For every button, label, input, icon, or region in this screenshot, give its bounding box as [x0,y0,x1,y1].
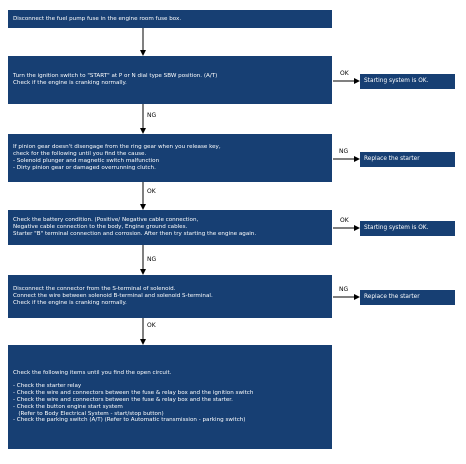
ok-label-1: OK [340,70,349,77]
result-3-text: Starting system is OK. [364,225,429,231]
step-4-line: Starter "B" terminal connection and corrosion. After then try starting the engine again. [13,230,257,237]
step-1-line: Disconnect the fuel pump fuse in the engine room fuse box. [13,15,182,22]
step-box-5 [8,275,332,318]
result-box-4 [360,290,455,305]
result-4-text: Replace the starter [364,294,420,300]
step-6-line: - Check the button engine start system [13,403,123,410]
step-3-line: If pinion gear doesn't disengage from the ring gear when you release key, [13,144,221,151]
step-2-line: Check if the engine is cranking normally. [13,80,127,86]
step-4-line: Check the battery condition. (Positive/ Negative cable connection, [13,217,199,224]
step-3-line: - Dirty pinion gear or damaged overrunning clutch. [13,164,156,171]
step-6-line: - Check the wire and connectors between the fuse & relay box and the starter. [13,397,233,403]
result-box-3 [360,221,455,236]
ng-label-4: NG [339,286,349,293]
step-6-line [13,377,327,384]
step-3-line: - Solenoid plunger and magnetic switch malfunction [13,158,160,164]
step-5-line: Disconnect the connector from the S-terminal of solenoid. [13,286,176,293]
step-3-line: check for the following until you find the cause. [13,151,147,158]
ng-label-1: NG [147,112,157,119]
ok-label-4: OK [147,322,156,329]
step-box-1 [8,10,332,28]
result-box-2 [360,152,455,167]
step-5-line: Connect the wire between solenoid B-terminal and solenoid S-terminal. [13,293,213,300]
step-6-line: (Refer to Body Electrical System - start/stop button) [13,410,164,417]
result-2-text: Replace the starter [364,156,420,162]
step-2-line: Turn the ignition switch to "START" at P or N dial type SBW position. (A/T) [13,73,218,80]
step-4-line: Negative cable connection to the body, Engine ground cables. [13,224,188,231]
step-box-2 [8,56,332,104]
ok-label-2: OK [147,188,156,195]
step-5-line: Check if the engine is cranking normally. [13,299,127,306]
step-6-line: - Check the starter relay [13,383,82,390]
step-6-line: - Check the wire and connectors between the fuse & relay box and the ignition switch [13,390,254,397]
step-6-line: - Check the parking switch (A/T) (Refer to Automatic transmission - parking switch) [13,417,246,424]
ng-label-2: NG [339,148,349,155]
ng-label-3: NG [147,256,157,263]
result-1-text: Starting system is OK. [364,78,429,84]
step-6-line: Check the following items until you find the open circuit. [13,369,172,376]
step-box-3 [8,134,332,182]
ok-label-3: OK [340,217,349,224]
step-box-4 [8,210,332,245]
result-box-1 [360,74,455,89]
step-box-6 [8,345,332,449]
